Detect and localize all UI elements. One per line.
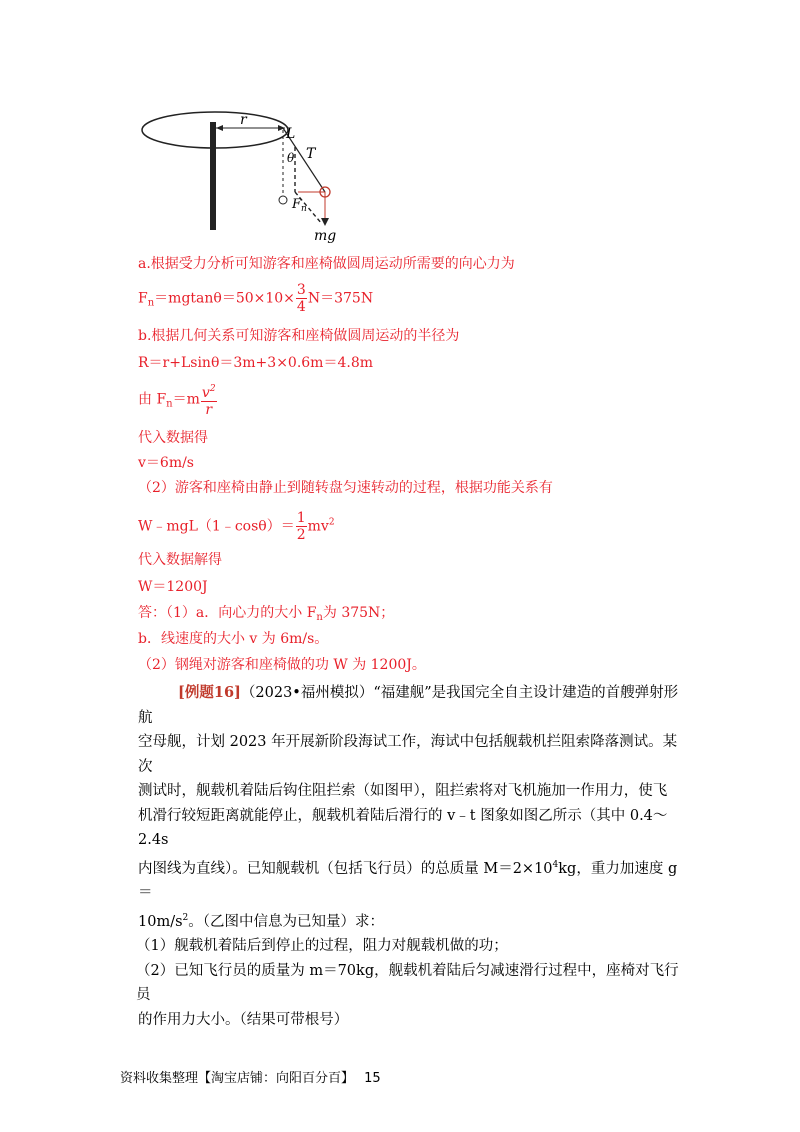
label-theta: θ	[287, 151, 295, 165]
label-mg: mg	[314, 228, 337, 244]
force-diagram	[140, 100, 360, 250]
question-2-line-2: 的作用力大小。（结果可带根号）	[138, 1011, 349, 1028]
fraction-v2-r	[201, 381, 217, 418]
label-T: T	[306, 146, 316, 162]
from-prefix: 由 F	[138, 391, 167, 408]
example-line-1	[138, 681, 683, 730]
page-footer	[120, 1070, 381, 1088]
mg-arrowhead	[321, 218, 329, 226]
solution-w-equation	[138, 510, 335, 543]
example-line-4: 机滑行较短距离就能停止，舰载机着陆后滑行的 v﹣t 图象如图乙所示（其中 0.4～2.4s	[138, 807, 668, 848]
hanging-seat-rest	[279, 196, 287, 204]
frac-den-2: 2	[296, 527, 306, 543]
from-mid: ＝m	[172, 391, 200, 408]
example-line1-rest: （2023•福州模拟）“福建舰”是我国完全自主设计建造的首艘弹射形航	[138, 685, 679, 726]
example-line-5: 内图线为直线）。已知舰载机（包括飞行员）的总质量 $M=2\times 10^4kg$，重力加速度 g＝	[138, 859, 678, 901]
label-Fn: $F_n$	[292, 197, 307, 214]
example-16	[138, 681, 683, 1032]
fraction-1-2	[296, 510, 307, 543]
frac-num: 3	[296, 282, 306, 298]
question-2-line-1: （2）已知飞行员的质量为 m＝70kg，舰载机着陆后匀减速滑行过程中，座椅对飞行员	[136, 962, 679, 1003]
solution-b-intro: b.根据几何关系可知游客和座椅做圆周运动的半径为	[138, 328, 460, 344]
answer-line-2: b．线速度的大小 v 为 6m/s。	[138, 631, 329, 647]
frac-num-v: $v^2$	[201, 384, 216, 401]
example-label: [例题16]	[178, 684, 241, 701]
solution-w-result: W＝1200J	[138, 579, 208, 595]
question-1: （1）舰载机着陆后到停止的过程，阻力对舰载机做的功；	[136, 938, 508, 954]
solution-part2-intro: （2）游客和座椅由静止到随转盘匀速转动的过程，根据功能关系有	[138, 480, 553, 496]
w-eq-sup: 2	[328, 517, 335, 528]
frac-num-1: 1	[296, 510, 306, 526]
answer-1-sub: n	[316, 612, 323, 623]
solution-r-equation: R＝r+Lsinθ＝3m+3×0.6m＝4.8m	[138, 355, 373, 371]
solution-from-equation	[138, 381, 218, 418]
central-pole	[210, 122, 216, 230]
label-r: r	[240, 112, 247, 128]
answer-line-3: （2）钢绳对游客和座椅做的功 W 为 1200J。	[138, 657, 426, 673]
frac-den: 4	[296, 299, 306, 315]
solution-sub-data-2: 代入数据解得	[138, 552, 222, 568]
footer-text: 资料收集整理【淘宝店铺：向阳百分百】	[120, 1071, 355, 1086]
example-line-3: 测试时，舰载机着陆后钩住阻拦索（如图甲），阻拦索将对飞机施加一作用力，使飞	[138, 783, 668, 799]
answer-1-end: 为 375N；	[322, 605, 395, 621]
from-subscript: n	[166, 398, 173, 410]
example-line-6: $10m/s^2$。（乙图中信息为已知量）求：	[138, 912, 385, 930]
answer-1-prefix: 答：（1）a．向心力的大小 F	[138, 605, 317, 621]
solution-v-result: v＝6m/s	[138, 455, 194, 471]
answer-line-1	[138, 603, 394, 628]
label-L: L	[286, 126, 296, 142]
solution-fn-equation	[138, 282, 373, 315]
w-eq-end: mv	[307, 518, 329, 535]
solution-sub-data-1: 代入数据得	[138, 430, 208, 446]
solution-a-intro: a.根据受力分析可知游客和座椅做圆周运动所需要的向心力为	[138, 256, 515, 272]
example-line-2: 空母舰，计划 2023 年开展新阶段海试工作，海试中包括舰载机拦阻索降落测试。某次	[138, 734, 678, 775]
frac-den-r: r	[201, 401, 217, 418]
fn-symbol: F	[138, 290, 148, 307]
fn-eq-end: N＝375N	[307, 290, 374, 307]
page-number: 15	[364, 1071, 381, 1086]
w-eq-left: W﹣mgL（1﹣cosθ）＝	[138, 518, 295, 535]
fraction-3-4	[296, 282, 307, 315]
fn-subscript: n	[147, 297, 155, 309]
fn-eq-mid: ＝mgtanθ＝50×10×	[154, 290, 295, 307]
radius-arrow-left	[216, 125, 223, 131]
